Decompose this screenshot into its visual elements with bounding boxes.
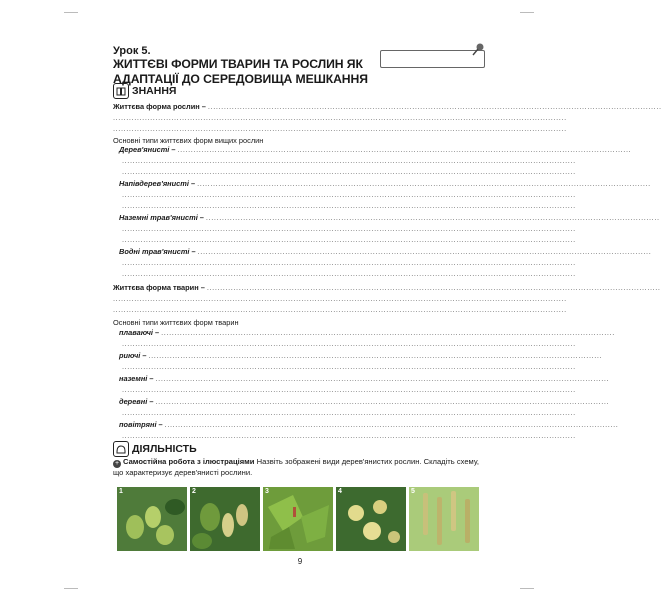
- fill-line: ...........................................................................................................................................................................: [207, 102, 662, 111]
- animal-type-label: риючі –: [119, 351, 147, 360]
- illustration-1: [117, 487, 187, 551]
- page-title: ЖИТТЄВІ ФОРМИ ТВАРИН ТА РОСЛИН ЯК АДАПТАЦІЇ ДО СЕРЕДОВИЩА МЕШКАННЯ: [113, 57, 368, 86]
- illustration-number: 3: [265, 488, 269, 495]
- page-number: 9: [297, 557, 303, 566]
- activity-section-heading: [113, 441, 197, 457]
- fill-line: ...........................................................................................................................................................................: [206, 283, 661, 292]
- animal-type-label: повітряні –: [119, 420, 163, 429]
- fill-line: ...........................................................................................................................................................................: [122, 235, 576, 244]
- plant-type-row: [113, 213, 660, 222]
- illustration-4: [336, 487, 406, 551]
- illustration-3: [263, 487, 333, 551]
- plant-type-row: [113, 247, 652, 256]
- fill-line: ...........................................................................................................................................................................: [122, 190, 576, 199]
- pushpin-icon: [470, 42, 486, 58]
- plant-type-row: [113, 179, 651, 188]
- fill-line: ...........................................................................................................................................................................: [122, 201, 576, 210]
- crop-mark: [64, 12, 78, 13]
- crop-mark: [520, 12, 534, 13]
- fill-line: ...........................................................................................................................................................................: [205, 213, 660, 222]
- plant-types-intro: Основні типи життєвих форм вищих рослин: [113, 136, 264, 145]
- fill-line: ...........................................................................................................................................................................: [113, 305, 567, 314]
- fill-line: ...........................................................................................................................................................................: [122, 224, 576, 233]
- plant-type-label: Дерев'янисті –: [119, 145, 176, 154]
- fill-line: ...........................................................................................................................................................................: [122, 258, 576, 267]
- task-text: [113, 457, 485, 478]
- fill-line: ...........................................................................................................................................................................: [177, 145, 632, 154]
- fill-line: ...........................................................................................................................................................................: [122, 362, 576, 371]
- fill-line: ...........................................................................................................................................................................: [164, 420, 619, 429]
- animal-type-label: наземні –: [119, 374, 154, 383]
- fill-line: ...........................................................................................................................................................................: [113, 113, 567, 122]
- crop-mark: [520, 588, 534, 589]
- illustration-2: [190, 487, 260, 551]
- plant-life-form-label: Життєва форма рослин –: [113, 102, 206, 111]
- animal-type-row: [113, 397, 610, 406]
- fill-line: ...........................................................................................................................................................................: [113, 294, 567, 303]
- fill-line: ...........................................................................................................................................................................: [122, 269, 576, 278]
- animal-type-row: [113, 328, 615, 337]
- task-label: Самостійна робота з ілюстраціями: [123, 457, 255, 466]
- fill-line: ...........................................................................................................................................................................: [197, 179, 651, 188]
- illustration-number: 1: [119, 488, 123, 495]
- fill-line: ...........................................................................................................................................................................: [155, 374, 610, 383]
- fill-line: ...........................................................................................................................................................................: [197, 247, 652, 256]
- fill-line: ...........................................................................................................................................................................: [113, 124, 567, 133]
- fill-line: ...........................................................................................................................................................................: [122, 156, 576, 165]
- plant-type-row: [113, 145, 632, 154]
- animal-type-row: [113, 374, 610, 383]
- illustration-5: [409, 487, 479, 551]
- fill-line: ...........................................................................................................................................................................: [122, 408, 576, 417]
- fill-line: ...........................................................................................................................................................................: [122, 431, 576, 440]
- fill-line: ...........................................................................................................................................................................: [155, 397, 610, 406]
- lesson-number: Урок 5.: [113, 45, 151, 57]
- plant-type-label: Водні трав'янисті –: [119, 247, 196, 256]
- fill-line: ...........................................................................................................................................................................: [122, 167, 576, 176]
- brain-icon: [113, 441, 129, 457]
- crop-mark: [64, 588, 78, 589]
- plant-type-label: Наземні трав'янисті –: [119, 213, 204, 222]
- book-icon: [113, 83, 129, 99]
- plant-type-label: Напівдерев'янисті –: [119, 179, 196, 188]
- animal-type-row: [113, 351, 603, 360]
- animal-life-form-row: [113, 283, 661, 292]
- fill-line: ...........................................................................................................................................................................: [122, 385, 576, 394]
- animal-type-label: плаваючі –: [119, 328, 160, 337]
- knowledge-section-heading: [113, 83, 176, 99]
- plus-circle-icon: +: [114, 460, 120, 467]
- animal-types-intro: Основні типи життєвих форм тварин: [113, 318, 239, 327]
- illustration-number: 2: [192, 488, 196, 495]
- activity-heading: ДІЯЛЬНІСТЬ: [132, 443, 197, 455]
- animal-life-form-label: Життєва форма тварин –: [113, 283, 205, 292]
- plant-life-form-row: [113, 102, 662, 111]
- fill-line: ...........................................................................................................................................................................: [122, 339, 576, 348]
- illustration-number: 4: [338, 488, 342, 495]
- illustrations-strip: [117, 487, 479, 551]
- animal-type-row: [113, 420, 619, 429]
- task-instruction: Назвіть зображені види дерев'янистих рослин. Складіть схему, що характеризує дерев'янисті рослини.: [113, 457, 480, 477]
- fill-line: ...........................................................................................................................................................................: [161, 328, 615, 337]
- illustration-number: 5: [411, 488, 415, 495]
- fill-line: ...........................................................................................................................................................................: [148, 351, 603, 360]
- knowledge-heading: ЗНАННЯ: [132, 85, 177, 97]
- animal-type-label: деревні –: [119, 397, 154, 406]
